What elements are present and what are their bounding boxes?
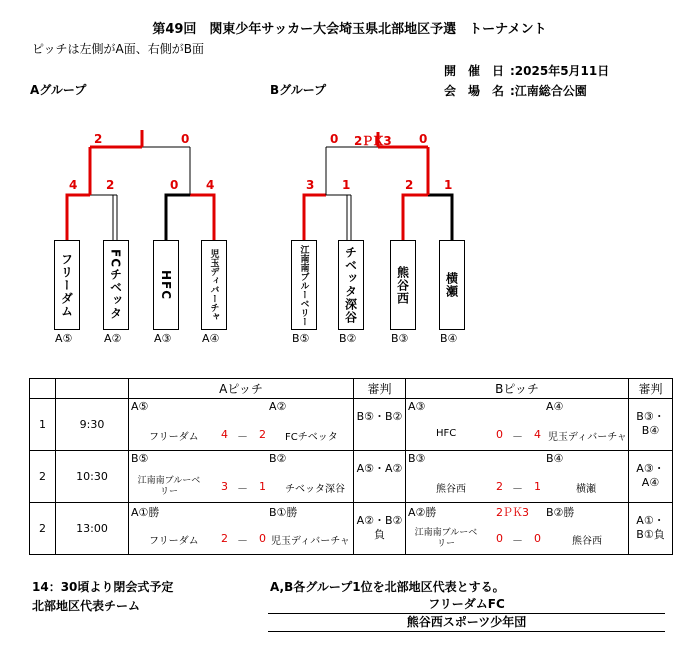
home-score: 2 xyxy=(221,532,228,545)
away-score: 2 xyxy=(259,428,266,441)
ceremony-note: 14：30頃より閉会式予定 xyxy=(32,580,174,594)
team-code-b4: B④ xyxy=(440,332,458,345)
b-referee: A③・A④ xyxy=(629,451,673,503)
b-r1m1-right-score: 1 xyxy=(342,178,351,192)
table-row xyxy=(30,503,673,555)
home-score: 0 xyxy=(496,532,503,545)
header-b-referee: 審判 xyxy=(629,379,673,399)
home-team: 江南南ブルーベリー xyxy=(414,528,478,549)
team-code-a2: A② xyxy=(104,332,122,345)
b-pitch-match xyxy=(406,451,629,503)
away-team: 児玉ディバーチャ xyxy=(548,432,627,443)
home-code: B⑤ xyxy=(131,452,149,465)
b-r1m2-right-score: 1 xyxy=(444,178,453,192)
team-name: 児玉ディバーチャ xyxy=(208,249,219,321)
match-time: 13:00 xyxy=(56,503,129,555)
away-team: 熊谷西 xyxy=(572,536,602,547)
home-score: 2 xyxy=(496,480,503,493)
team-name: FCチベッタ xyxy=(108,249,123,321)
match-time: 10:30 xyxy=(56,451,129,503)
team-box-a5 xyxy=(54,240,80,330)
team-name: 熊谷西 xyxy=(395,265,410,305)
team-name: 横瀬 xyxy=(444,272,459,298)
header-b-pitch: Bピッチ xyxy=(406,379,629,399)
b-referee: B③・B④ xyxy=(629,399,673,451)
group-b-label: Bグループ xyxy=(270,83,327,97)
team-name: チベッタ深谷 xyxy=(343,246,358,324)
home-code: B③ xyxy=(408,452,426,465)
team-name: フリーダム xyxy=(59,252,74,318)
home-team: 熊谷西 xyxy=(436,484,466,495)
away-code: B④ xyxy=(546,452,564,465)
b-final-left-score: 0 xyxy=(330,132,339,146)
representative-label: 北部地区代表チーム xyxy=(32,599,141,613)
away-score: 0 xyxy=(259,532,266,545)
b-pitch-match xyxy=(406,503,629,555)
match-no: 2 xyxy=(30,503,56,555)
a-r1m1-right-score: 2 xyxy=(106,178,115,192)
representative-rule: A,B各グループ1位を北部地区代表とする。 xyxy=(270,580,505,594)
home-team: 江南南ブルーベリー xyxy=(137,476,201,497)
b-final-pk-score: 2ＰＫ3 xyxy=(354,134,391,148)
team-name: HFC xyxy=(159,269,173,301)
a-pitch-match xyxy=(129,503,354,555)
venue-label: 会 場 名 xyxy=(444,84,505,98)
pitch-note: ピッチは左側がA面、右側がB面 xyxy=(32,42,204,56)
header-a-pitch: Aピッチ xyxy=(129,379,354,399)
b-referee: A①・B①負 xyxy=(629,503,673,555)
representative-team-1: フリーダムFC xyxy=(268,595,665,614)
home-code: A②勝 xyxy=(408,506,437,519)
away-score: 4 xyxy=(534,428,541,441)
page-title: 第49回 関東少年サッカー大会埼玉県北部地区予選 トーナメント xyxy=(152,22,547,37)
group-a-label: Aグループ xyxy=(30,83,87,97)
team-box-a4 xyxy=(201,240,227,330)
team-box-b5 xyxy=(291,240,317,330)
a-final-right-score: 0 xyxy=(181,132,190,146)
table-row xyxy=(30,451,673,503)
dash: － xyxy=(237,430,248,443)
a-pitch-match xyxy=(129,451,354,503)
a-final-left-score: 2 xyxy=(94,132,103,146)
away-score: 1 xyxy=(259,480,266,493)
away-code: B①勝 xyxy=(269,506,298,519)
dash: － xyxy=(237,534,248,547)
away-code: B② xyxy=(269,452,287,465)
a-referee: A⑤・A② xyxy=(354,451,406,503)
away-code: A② xyxy=(269,400,287,413)
b-r1m2-left-score: 2 xyxy=(405,178,414,192)
home-score: 0 xyxy=(496,428,503,441)
a-referee: A②・B②負 xyxy=(354,503,406,555)
home-score: 3 xyxy=(221,480,228,493)
away-team: 児玉ディバーチャ xyxy=(271,536,350,547)
a-r1m2-left-score: 0 xyxy=(170,178,179,192)
team-box-b3 xyxy=(390,240,416,330)
home-score: 4 xyxy=(221,428,228,441)
schedule-table xyxy=(29,378,673,555)
dash: － xyxy=(237,482,248,495)
away-code: B②勝 xyxy=(546,506,575,519)
team-box-b4 xyxy=(439,240,465,330)
a-r1m1-left-score: 4 xyxy=(69,178,78,192)
match-no: 1 xyxy=(30,399,56,451)
team-box-a3 xyxy=(153,240,179,330)
table-row xyxy=(30,399,673,451)
team-box-a2 xyxy=(103,240,129,330)
away-score: 1 xyxy=(534,480,541,493)
match-no: 2 xyxy=(30,451,56,503)
team-code-b2: B② xyxy=(339,332,357,345)
pk-score: 2ＰＫ3 xyxy=(496,506,528,519)
team-code-b5: B⑤ xyxy=(292,332,310,345)
home-team: フリーダム xyxy=(149,432,199,443)
dash: － xyxy=(512,430,523,443)
representative-team-2: 熊谷西スポーツ少年団 xyxy=(268,613,665,632)
away-team: チベッタ深谷 xyxy=(285,484,345,495)
dash: － xyxy=(512,482,523,495)
home-code: A⑤ xyxy=(131,400,149,413)
away-score: 0 xyxy=(534,532,541,545)
away-team: 横瀬 xyxy=(576,484,596,495)
venue-value: :江南総合公園 xyxy=(510,84,587,98)
b-r1m1-left-score: 3 xyxy=(306,178,315,192)
b-final-right-score: 0 xyxy=(419,132,428,146)
away-team: FCチベッタ xyxy=(285,432,338,443)
date-value: :2025年5月11日 xyxy=(510,64,610,78)
b-pitch-match xyxy=(406,399,629,451)
schedule-header-row xyxy=(30,379,673,399)
header-a-referee: 審判 xyxy=(354,379,406,399)
date-label: 開 催 日 xyxy=(444,64,505,78)
team-code-a3: A③ xyxy=(154,332,172,345)
team-name: 江南南ブルーベリー xyxy=(298,244,309,326)
away-code: A④ xyxy=(546,400,564,413)
team-code-b3: B③ xyxy=(391,332,409,345)
a-r1m2-right-score: 4 xyxy=(206,178,215,192)
home-team: HFC xyxy=(436,428,457,439)
match-time: 9:30 xyxy=(56,399,129,451)
home-code: A③ xyxy=(408,400,426,413)
home-code: A①勝 xyxy=(131,506,160,519)
a-pitch-match xyxy=(129,399,354,451)
dash: － xyxy=(512,534,523,547)
team-box-b2 xyxy=(338,240,364,330)
a-referee: B⑤・B② xyxy=(354,399,406,451)
team-code-a4: A④ xyxy=(202,332,220,345)
team-code-a5: A⑤ xyxy=(55,332,73,345)
home-team: フリーダム xyxy=(149,536,199,547)
